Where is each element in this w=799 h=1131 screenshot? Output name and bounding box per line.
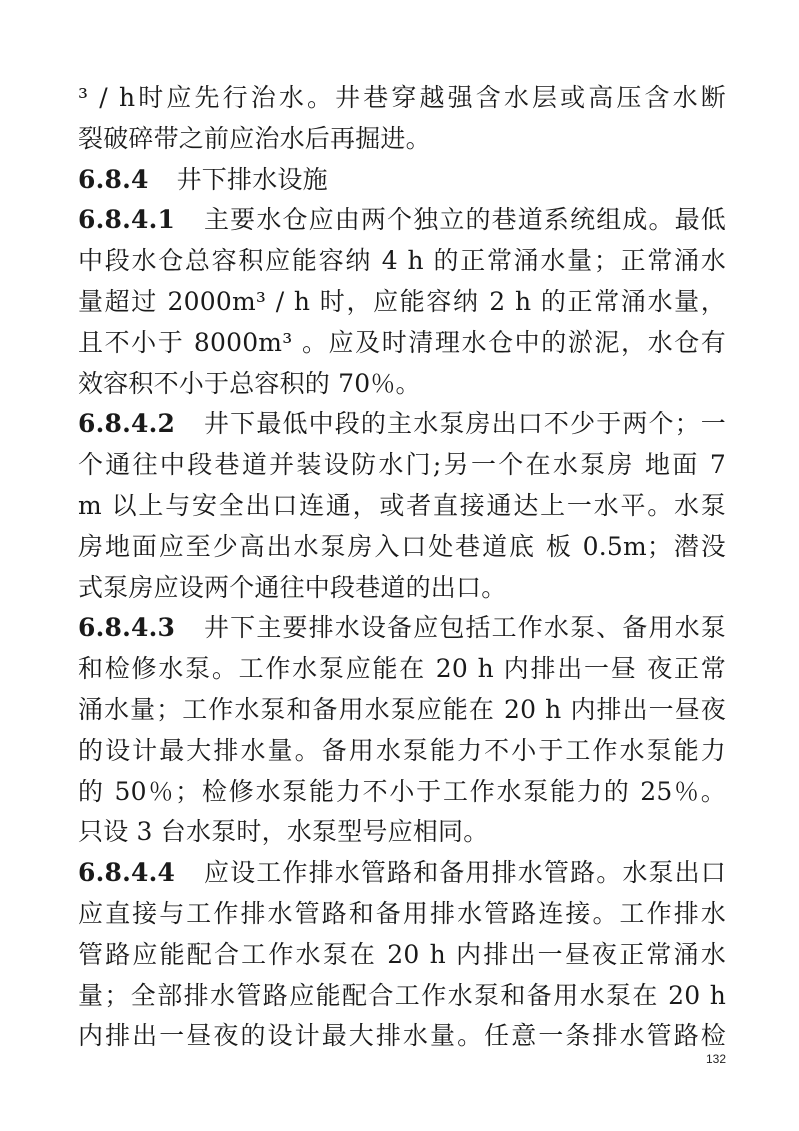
clause-heading-line: 6.8.4.2 井下最低中段的主水泵房出口不少于两个；一 <box>78 409 726 439</box>
text-line: 且不小于 8000m³ 。应及时清理水仓中的淤泥，水仓有 <box>78 327 726 357</box>
clause-heading-line: 6.8.4.1 主要水仓应由两个独立的巷道系统组成。最低 <box>78 205 726 235</box>
text-line: 量超过 2000m³ / h 时，应能容纳 2 h 的正常涌水量， <box>78 286 726 316</box>
page-number: 132 <box>705 1052 726 1066</box>
text-line: 裂破碎带之前应治水后再掘进。 <box>78 123 431 153</box>
clause-heading-line: 6.8.4.4 应设工作排水管路和备用排水管路。水泵出口 <box>78 858 726 888</box>
text-line: 量；全部排水管路应能配合工作水泵和备用水泵在 20 h <box>78 980 726 1010</box>
text-line: 中段水仓总容积应能容纳 4 h 的正常涌水量；正常涌水 <box>78 246 726 276</box>
text-line: m 以上与安全出口连通，或者直接通达上一水平。水泵 <box>78 490 726 520</box>
text-line: 效容积不小于总容积的 70％。 <box>78 368 421 398</box>
section-heading <box>78 160 726 201</box>
clause-heading-line: 6.8.4.3 井下主要排水设备应包括工作水泵、备用水泵 <box>78 613 726 643</box>
text-line: ³ / h时应先行治水。井巷穿越强含水层或高压含水断 <box>78 83 726 112</box>
text-line: 管路应能配合工作水泵在 20 h 内排出一昼夜正常涌水 <box>78 939 726 969</box>
text-line: 的设计最大排水量。备用水泵能力不小于工作水泵能力 <box>78 735 726 765</box>
text-line: 只设 3 台水泵时，水泵型号应相同。 <box>78 817 489 847</box>
text-line: 和检修水泵。工作水泵应能在 20 h 内排出一昼 夜正常 <box>78 654 726 684</box>
clause-number: 6.8.4.3 <box>78 613 176 643</box>
section-title: 井下排水设施 <box>176 164 328 194</box>
section-number: 6.8.4 <box>78 164 149 194</box>
text-line: 内排出一昼夜的设计最大排水量。任意一条排水管路检 <box>78 1021 726 1051</box>
text-line: 应直接与工作排水管路和备用排水管路连接。工作排水 <box>78 898 726 928</box>
text-line: 个通往中段巷道并装设防水门;另一个在水泵房 地面 7 <box>78 450 726 480</box>
text-line: 涌水量；工作水泵和备用水泵应能在 20 h 内排出一昼夜 <box>78 694 726 724</box>
clause-number: 6.8.4.4 <box>78 858 176 888</box>
text-line: 的 50％；检修水泵能力不小于工作水泵能力的 25％。 <box>78 776 726 806</box>
text-line: 房地面应至少高出水泵房入口处巷道底 板 0.5m；潜没 <box>78 531 726 561</box>
body-text <box>78 78 726 1057</box>
clause-number: 6.8.4.1 <box>78 205 176 235</box>
text-line: 式泵房应设两个通往中段巷道的出口。 <box>78 572 507 602</box>
clause-number: 6.8.4.2 <box>78 409 176 439</box>
